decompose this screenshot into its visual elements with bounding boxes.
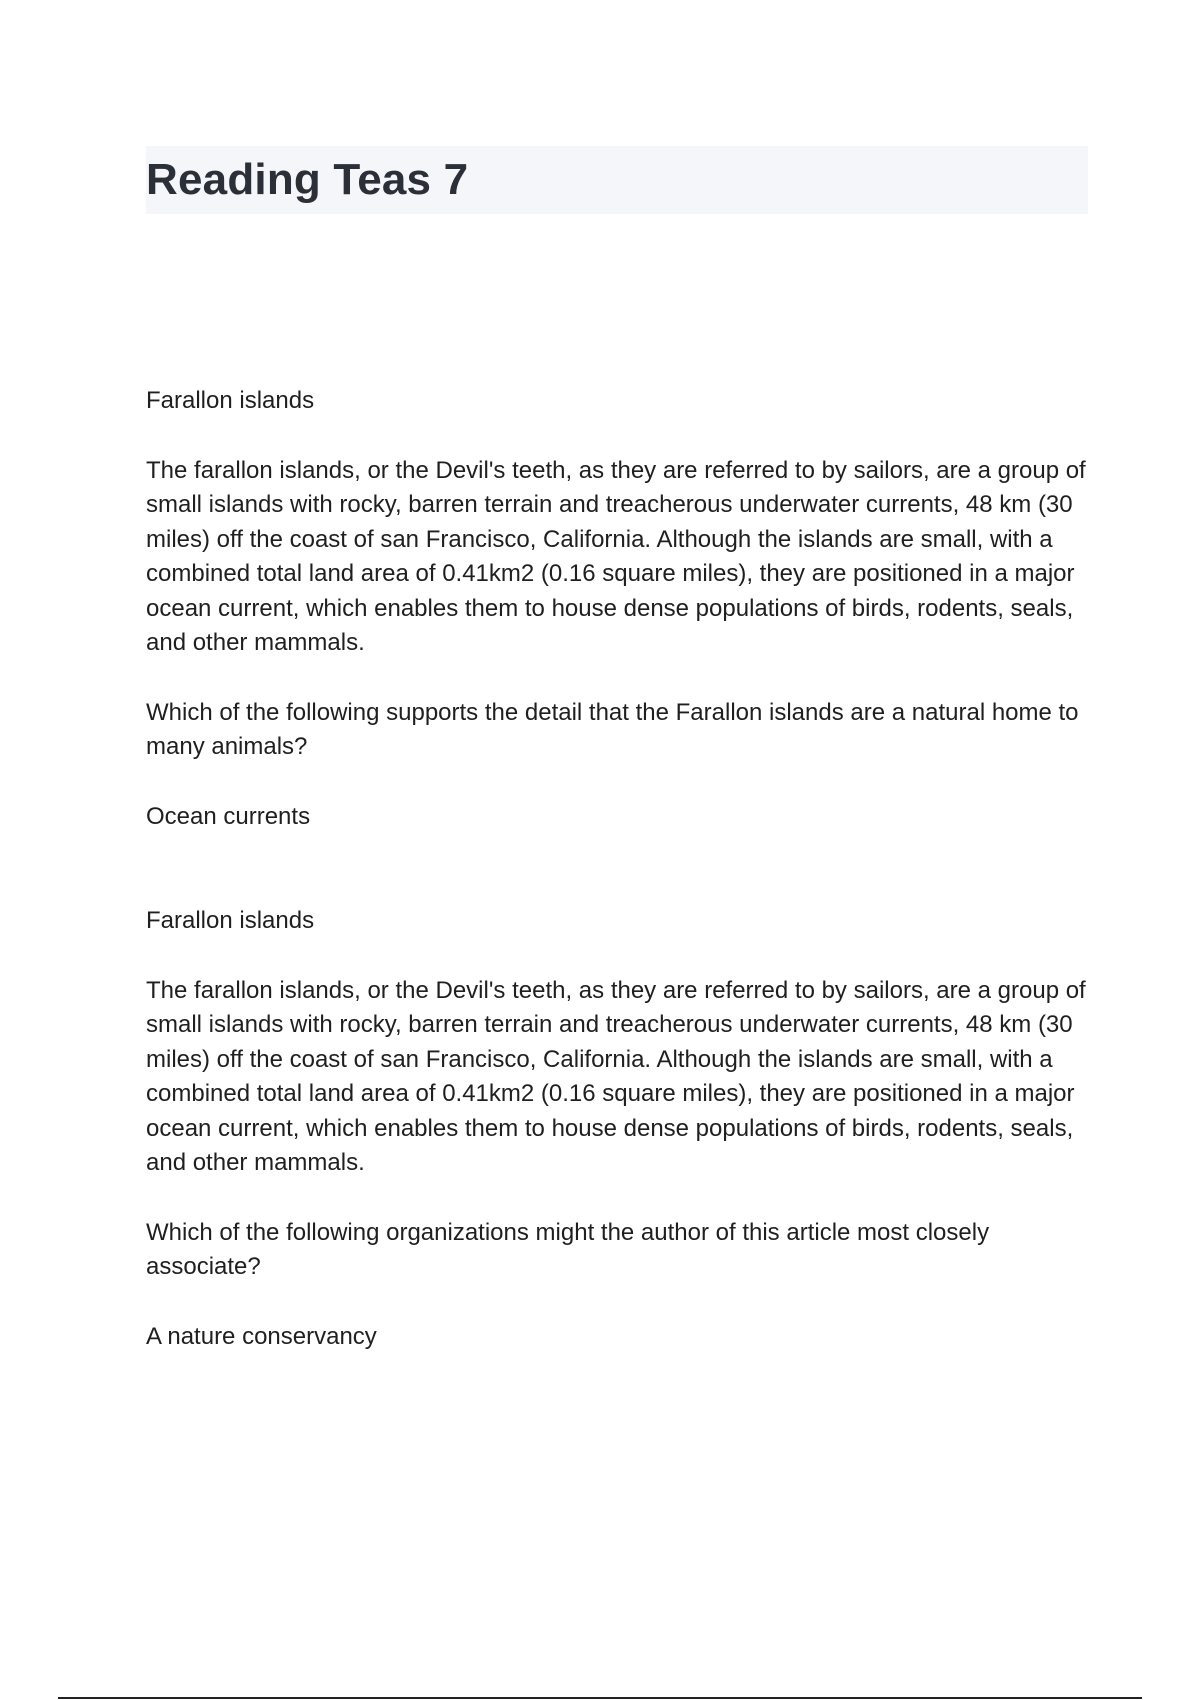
answer-text: Ocean currents [146,802,311,830]
question-section-2 [146,904,1096,1354]
question-text: Which of the following organizations might the author of this article most closely associate? [146,1218,990,1280]
section-heading: Farallon islands [146,907,315,934]
section-heading: Farallon islands [146,387,315,414]
passage-text: The farallon islands, or the Devil's teeth, as they are referred to by sailors, are a group of small islands with rocky, barren terrain and treacherous underwater currents, 48 km (30 miles) off the coast of san Francisco, California. Although the islands are small, with a combined total land area of 0.41km2 (0.16 square miles), they are positioned in a major ocean current, which enables them to house dense populations of birds, rodents, seals, and other mammals. [146,456,1086,656]
title-banner [146,146,1088,214]
question-text: Which of the following supports the detail that the Farallon islands are a natural home to many animals? [146,698,1079,760]
section-spacer [146,834,1096,904]
passage-text: The farallon islands, or the Devil's teeth, as they are referred to by sailors, are a group of small islands with rocky, barren terrain and treacherous underwater currents, 48 km (30 miles) off the coast of san Francisco, California. Although the islands are small, with a combined total land area of 0.41km2 (0.16 square miles), they are positioned in a major ocean current, which enables them to house dense populations of birds, rodents, seals, and other mammals. [146,976,1086,1176]
answer-text: A nature conservancy [146,1322,377,1350]
footer-divider [58,1697,1142,1699]
page-title: Reading Teas 7 [146,155,469,204]
document-body [146,384,1096,1354]
question-section-1 [146,384,1096,834]
